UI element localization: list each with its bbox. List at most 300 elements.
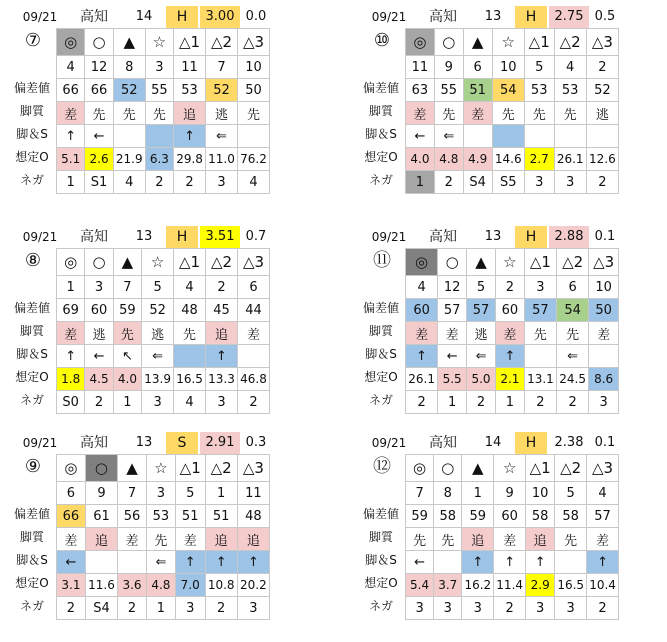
- deviation-cell: 53: [554, 79, 586, 102]
- horse-number-row: [57, 56, 270, 79]
- mark-cell: △3: [589, 249, 619, 276]
- leg-speed-cell: ←: [406, 125, 435, 148]
- panel-header: [14, 432, 270, 454]
- style-cell: 差: [406, 322, 438, 345]
- odds-cell: 11.0: [206, 148, 238, 171]
- offset-value: 0.0: [245, 9, 267, 24]
- leg-speed-cell: [586, 125, 618, 148]
- leg-speed-cell: [174, 345, 206, 368]
- deviation-row: [57, 299, 270, 322]
- index-value: 3.00: [200, 6, 240, 28]
- negative-row: [57, 171, 270, 194]
- panel-header: [363, 226, 619, 248]
- negative-cell: 2: [118, 597, 147, 620]
- horse-number-cell: 6: [237, 276, 269, 299]
- odds-cell: 29.8: [174, 148, 206, 171]
- panel-header: [363, 432, 619, 454]
- deviation-cell: 55: [434, 79, 463, 102]
- odds-cell: 10.8: [205, 574, 237, 597]
- leg-speed-cell: ←: [85, 345, 113, 368]
- offset-value: 0.7: [245, 229, 267, 244]
- leg-speed-cell: ←: [57, 551, 86, 574]
- mark-cell: △2: [555, 455, 587, 482]
- odds-cell: 2.7: [524, 148, 554, 171]
- mark-cell: △1: [526, 455, 555, 482]
- deviation-cell: 63: [406, 79, 435, 102]
- horse-number-cell: 3: [145, 56, 173, 79]
- mark-row: [57, 455, 270, 482]
- odds-cell: 4.5: [85, 368, 113, 391]
- offset-value: 0.1: [594, 435, 616, 450]
- odds-cell: 2.1: [495, 368, 524, 391]
- leg-speed-cell: ↑: [237, 551, 269, 574]
- leg-speed-cell: [237, 345, 269, 368]
- style-cell: 追: [237, 528, 269, 551]
- horse-number-cell: 9: [434, 56, 463, 79]
- deviation-cell: 52: [206, 79, 238, 102]
- horse-number-cell: 10: [237, 56, 269, 79]
- leg-speed-cell: [113, 125, 145, 148]
- leg-speed-cell: [118, 551, 147, 574]
- horse-number-cell: 2: [495, 276, 524, 299]
- index-value: 2.88: [549, 226, 589, 248]
- negative-cell: 3: [526, 597, 555, 620]
- leg-speed-row: [57, 125, 270, 148]
- mark-cell: ▲: [113, 29, 145, 56]
- race-date: 09/21: [371, 436, 407, 450]
- deviation-cell: 66: [57, 79, 85, 102]
- deviation-cell: 52: [586, 79, 618, 102]
- style-cell: 逃: [206, 102, 238, 125]
- horse-number-cell: 7: [118, 482, 147, 505]
- negative-cell: 2: [145, 171, 173, 194]
- negative-row: [406, 391, 619, 414]
- race-date: 09/21: [22, 230, 58, 244]
- style-cell: 先: [524, 102, 554, 125]
- deviation-cell: 51: [205, 505, 237, 528]
- horse-number-cell: 6: [57, 482, 86, 505]
- leg-speed-cell: ⇐: [557, 345, 589, 368]
- style-row: [406, 102, 619, 125]
- deviation-cell: 50: [589, 299, 619, 322]
- style-cell: 先: [406, 528, 434, 551]
- style-cell: 追: [174, 102, 206, 125]
- race-panel: [363, 226, 619, 436]
- horse-number-cell: 12: [85, 56, 113, 79]
- deviation-cell: 57: [524, 299, 556, 322]
- deviation-cell: 60: [494, 505, 526, 528]
- deviation-cell: 54: [492, 79, 524, 102]
- leg-speed-cell: ⇐: [434, 125, 463, 148]
- row-label: ネガ: [19, 173, 44, 187]
- odds-cell: 16.5: [174, 368, 206, 391]
- style-cell: 差: [57, 528, 86, 551]
- style-cell: 先: [434, 102, 463, 125]
- row-label: ネガ: [368, 393, 393, 407]
- row-label: 想定O: [15, 370, 49, 384]
- entry-grid: [56, 454, 270, 620]
- negative-cell: 3: [434, 597, 462, 620]
- race-date: 09/21: [22, 436, 58, 450]
- style-cell: 逃: [586, 102, 618, 125]
- odds-row: [57, 574, 270, 597]
- leg-speed-cell: ⇐: [206, 125, 238, 148]
- panel-header: [14, 226, 270, 248]
- entry-grid: [405, 248, 619, 414]
- deviation-row: [57, 79, 270, 102]
- negative-cell: 3: [554, 171, 586, 194]
- venue-name: 高知: [429, 435, 457, 451]
- style-cell: 差: [57, 322, 85, 345]
- race-number: ⑪: [373, 250, 391, 271]
- mark-cell: △3: [237, 249, 269, 276]
- leg-speed-row: [57, 345, 270, 368]
- field-size: 13: [135, 229, 153, 244]
- odds-cell: 4.8: [146, 574, 175, 597]
- deviation-cell: 57: [587, 505, 619, 528]
- race-number: ⑩: [373, 30, 391, 51]
- mark-row: [406, 29, 619, 56]
- style-cell: 逃: [85, 322, 113, 345]
- style-cell: 差: [463, 102, 492, 125]
- odds-cell: 21.9: [113, 148, 145, 171]
- horse-number-cell: 5: [467, 276, 496, 299]
- style-cell: 追: [85, 528, 117, 551]
- style-cell: 追: [526, 528, 555, 551]
- leg-speed-cell: ↑: [57, 125, 85, 148]
- leg-speed-cell: [554, 125, 586, 148]
- style-cell: 先: [85, 102, 113, 125]
- horse-number-cell: 4: [587, 482, 619, 505]
- panel-header: [363, 6, 619, 28]
- deviation-row: [406, 505, 619, 528]
- negative-cell: 2: [406, 391, 438, 414]
- horse-number-cell: 12: [438, 276, 467, 299]
- leg-speed-row: [406, 345, 619, 368]
- horse-number-cell: 1: [57, 276, 85, 299]
- mark-cell: ○: [85, 249, 113, 276]
- deviation-cell: 58: [526, 505, 555, 528]
- odds-cell: 3.1: [57, 574, 86, 597]
- mark-cell: ▲: [462, 455, 494, 482]
- race-number: ⑫: [373, 456, 391, 477]
- horse-number-cell: 5: [175, 482, 205, 505]
- odds-cell: 12.6: [586, 148, 618, 171]
- odds-cell: 1.8: [57, 368, 85, 391]
- odds-cell: 5.5: [438, 368, 467, 391]
- negative-cell: 3: [462, 597, 494, 620]
- leg-speed-cell: ↑: [57, 345, 85, 368]
- negative-cell: 2: [494, 597, 526, 620]
- deviation-cell: 52: [113, 79, 145, 102]
- row-label: 脚＆S: [16, 553, 48, 567]
- negative-cell: 3: [406, 597, 434, 620]
- entry-grid: [405, 454, 619, 620]
- deviation-cell: 57: [467, 299, 496, 322]
- odds-cell: 4.9: [463, 148, 492, 171]
- style-cell: 差: [118, 528, 147, 551]
- odds-cell: 6.3: [145, 148, 173, 171]
- entry-grid: [405, 28, 619, 194]
- odds-cell: 16.2: [462, 574, 494, 597]
- deviation-cell: 45: [206, 299, 238, 322]
- negative-cell: 1: [146, 597, 175, 620]
- row-label: 脚＆S: [365, 127, 397, 141]
- field-size: 13: [484, 9, 502, 24]
- mark-row: [406, 455, 619, 482]
- mark-cell: △1: [524, 249, 556, 276]
- negative-cell: 2: [557, 391, 589, 414]
- field-size: 14: [135, 9, 153, 24]
- venue-name: 高知: [80, 435, 108, 451]
- horse-number-cell: 5: [142, 276, 174, 299]
- style-cell: 先: [146, 528, 175, 551]
- odds-cell: 26.1: [554, 148, 586, 171]
- odds-cell: 20.2: [237, 574, 269, 597]
- odds-cell: 24.5: [557, 368, 589, 391]
- style-cell: 差: [587, 528, 619, 551]
- race-number: ⑧: [24, 250, 42, 271]
- mark-cell: △2: [554, 29, 586, 56]
- mark-cell: ▲: [467, 249, 496, 276]
- style-row: [406, 528, 619, 551]
- grade-badge: H: [515, 226, 547, 248]
- row-label: 脚＆S: [16, 347, 48, 361]
- leg-speed-cell: ↑: [494, 551, 526, 574]
- deviation-cell: 51: [463, 79, 492, 102]
- odds-cell: 16.5: [555, 574, 587, 597]
- mark-cell: △1: [174, 249, 206, 276]
- deviation-cell: 59: [462, 505, 494, 528]
- race-date: 09/21: [371, 10, 407, 24]
- leg-speed-cell: [434, 551, 462, 574]
- odds-cell: 4.0: [113, 368, 141, 391]
- negative-cell: S0: [57, 391, 85, 414]
- horse-number-cell: 2: [586, 56, 618, 79]
- row-label: ネガ: [19, 599, 44, 613]
- offset-value: 0.3: [245, 435, 267, 450]
- deviation-cell: 59: [406, 505, 434, 528]
- horse-number-row: [406, 276, 619, 299]
- horse-number-cell: 3: [524, 276, 556, 299]
- deviation-cell: 54: [557, 299, 589, 322]
- style-cell: 追: [206, 322, 238, 345]
- mark-cell: ◎: [406, 455, 434, 482]
- odds-cell: 8.6: [589, 368, 619, 391]
- negative-cell: S5: [492, 171, 524, 194]
- odds-row: [406, 574, 619, 597]
- mark-cell: ☆: [146, 455, 175, 482]
- deviation-cell: 53: [146, 505, 175, 528]
- leg-speed-cell: [589, 345, 619, 368]
- negative-cell: 2: [237, 391, 269, 414]
- horse-number-cell: 2: [206, 276, 238, 299]
- odds-cell: 10.4: [587, 574, 619, 597]
- horse-number-cell: 10: [589, 276, 619, 299]
- race-date: 09/21: [371, 230, 407, 244]
- horse-number-cell: 11: [174, 56, 206, 79]
- mark-cell: ○: [434, 455, 462, 482]
- row-label: 脚質: [19, 104, 44, 118]
- style-cell: 先: [554, 102, 586, 125]
- mark-cell: △2: [206, 249, 238, 276]
- horse-number-cell: 1: [462, 482, 494, 505]
- leg-speed-cell: ↑: [175, 551, 205, 574]
- deviation-cell: 57: [438, 299, 467, 322]
- mark-cell: △1: [175, 455, 205, 482]
- negative-cell: 3: [175, 597, 205, 620]
- negative-cell: 2: [174, 171, 206, 194]
- leg-speed-cell: ⇐: [142, 345, 174, 368]
- negative-cell: 2: [205, 597, 237, 620]
- style-cell: 差: [438, 322, 467, 345]
- field-size: 13: [135, 435, 153, 450]
- horse-number-cell: 6: [557, 276, 589, 299]
- row-label: 想定O: [15, 576, 49, 590]
- horse-number-cell: 11: [237, 482, 269, 505]
- mark-cell: ☆: [145, 29, 173, 56]
- row-label: 想定O: [364, 576, 398, 590]
- row-label: 脚＆S: [365, 347, 397, 361]
- horse-number-cell: 4: [57, 56, 85, 79]
- style-cell: 先: [555, 528, 587, 551]
- venue-name: 高知: [429, 229, 457, 245]
- mark-cell: △2: [557, 249, 589, 276]
- race-number: ⑦: [24, 30, 42, 51]
- style-cell: 逃: [467, 322, 496, 345]
- leg-speed-cell: [492, 125, 524, 148]
- odds-cell: 4.0: [406, 148, 435, 171]
- venue-name: 高知: [429, 9, 457, 25]
- deviation-row: [406, 79, 619, 102]
- grade-badge: H: [515, 432, 547, 454]
- style-cell: 先: [524, 322, 556, 345]
- deviation-cell: 51: [175, 505, 205, 528]
- negative-cell: 2: [57, 597, 86, 620]
- style-cell: 先: [174, 322, 206, 345]
- leg-speed-cell: [85, 551, 117, 574]
- odds-cell: 5.1: [57, 148, 85, 171]
- leg-speed-cell: ↑: [206, 345, 238, 368]
- row-label: 想定O: [364, 150, 398, 164]
- row-label: ネガ: [19, 393, 44, 407]
- leg-speed-row: [57, 551, 270, 574]
- odds-cell: 76.2: [237, 148, 269, 171]
- row-label: 想定O: [15, 150, 49, 164]
- deviation-cell: 56: [118, 505, 147, 528]
- row-label: 想定O: [364, 370, 398, 384]
- race-panel: [14, 432, 270, 642]
- horse-number-cell: 1: [205, 482, 237, 505]
- field-size: 14: [484, 435, 502, 450]
- negative-row: [406, 597, 619, 620]
- deviation-cell: 44: [237, 299, 269, 322]
- grade-badge: S: [166, 432, 198, 454]
- mark-cell: ◎: [57, 249, 85, 276]
- deviation-cell: 61: [85, 505, 117, 528]
- horse-number-cell: 10: [526, 482, 555, 505]
- negative-cell: 3: [524, 171, 554, 194]
- leg-speed-cell: ⇐: [146, 551, 175, 574]
- row-label: 偏差値: [362, 301, 399, 315]
- horse-number-cell: 3: [85, 276, 113, 299]
- leg-speed-cell: ↑: [462, 551, 494, 574]
- odds-cell: 5.0: [467, 368, 496, 391]
- odds-cell: 2.6: [85, 148, 113, 171]
- deviation-cell: 69: [57, 299, 85, 322]
- grade-badge: H: [515, 6, 547, 28]
- leg-speed-cell: [524, 125, 554, 148]
- mark-cell: ☆: [142, 249, 174, 276]
- deviation-cell: 60: [495, 299, 524, 322]
- horse-number-cell: 4: [174, 276, 206, 299]
- horse-number-cell: 4: [406, 276, 438, 299]
- mark-cell: △2: [205, 455, 237, 482]
- row-label: 偏差値: [13, 507, 50, 521]
- odds-cell: 46.8: [237, 368, 269, 391]
- style-cell: 差: [495, 322, 524, 345]
- negative-cell: 1: [438, 391, 467, 414]
- style-cell: 先: [557, 322, 589, 345]
- leg-speed-cell: [237, 125, 269, 148]
- style-cell: 追: [205, 528, 237, 551]
- leg-speed-cell: ↖: [113, 345, 141, 368]
- index-value: 2.75: [549, 6, 589, 28]
- row-label: 偏差値: [362, 81, 399, 95]
- deviation-cell: 53: [174, 79, 206, 102]
- horse-number-cell: 6: [463, 56, 492, 79]
- horse-number-cell: 9: [85, 482, 117, 505]
- mark-cell: ○: [85, 29, 113, 56]
- deviation-cell: 58: [555, 505, 587, 528]
- negative-cell: S4: [463, 171, 492, 194]
- leg-speed-cell: ⇐: [467, 345, 496, 368]
- leg-speed-cell: [463, 125, 492, 148]
- horse-number-cell: 11: [406, 56, 435, 79]
- negative-cell: 2: [85, 391, 113, 414]
- mark-cell: ◎: [57, 29, 85, 56]
- style-cell: 差: [589, 322, 619, 345]
- horse-number-cell: 8: [113, 56, 145, 79]
- index-value: 2.38: [554, 435, 584, 450]
- leg-speed-cell: ↑: [526, 551, 555, 574]
- mark-cell: ☆: [492, 29, 524, 56]
- row-label: 偏差値: [13, 301, 50, 315]
- negative-cell: 3: [237, 597, 269, 620]
- field-size: 13: [484, 229, 502, 244]
- negative-cell: S4: [85, 597, 117, 620]
- panel-header: [14, 6, 270, 28]
- deviation-cell: 58: [434, 505, 462, 528]
- horse-number-cell: 10: [492, 56, 524, 79]
- odds-cell: 14.6: [492, 148, 524, 171]
- entry-grid: [56, 28, 270, 194]
- odds-cell: 5.4: [406, 574, 434, 597]
- negative-cell: 2: [434, 171, 463, 194]
- odds-cell: 13.3: [206, 368, 238, 391]
- row-label: 脚＆S: [365, 553, 397, 567]
- mark-cell: △3: [237, 29, 269, 56]
- leg-speed-cell: ↑: [174, 125, 206, 148]
- leg-speed-row: [406, 125, 619, 148]
- style-cell: 先: [237, 102, 269, 125]
- mark-cell: ◎: [406, 249, 438, 276]
- style-cell: 逃: [142, 322, 174, 345]
- row-label: 偏差値: [13, 81, 50, 95]
- negative-cell: 3: [206, 391, 238, 414]
- mark-cell: △1: [524, 29, 554, 56]
- negative-cell: 2: [467, 391, 496, 414]
